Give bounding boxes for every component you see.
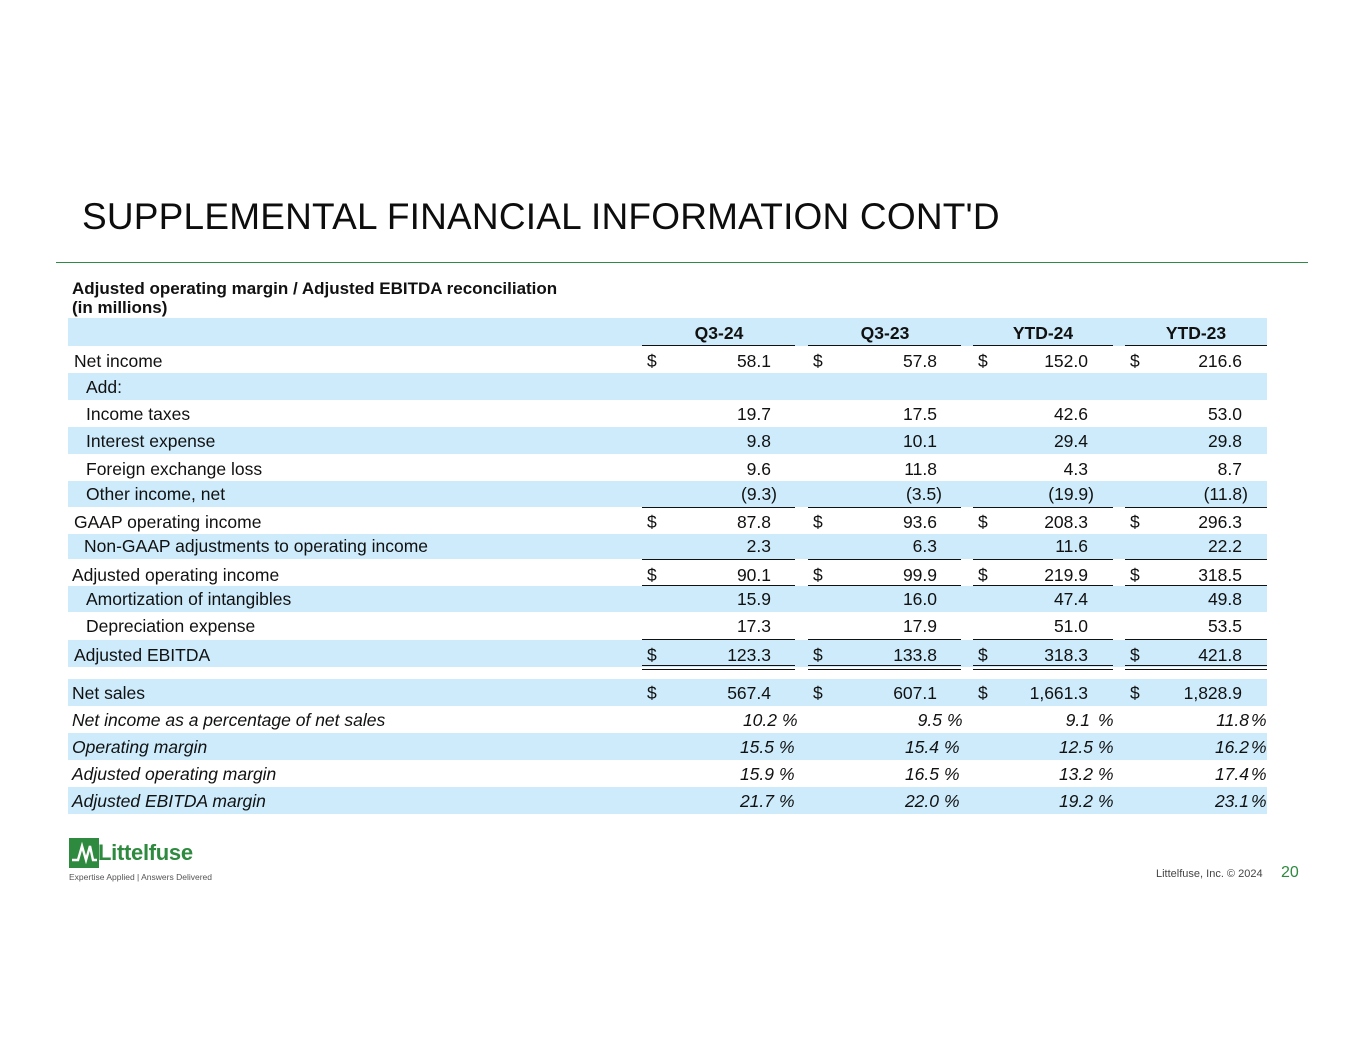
percent-sign: % [944, 764, 960, 784]
table-row [68, 733, 1267, 760]
table-row [68, 427, 1267, 454]
percent-sign: % [1251, 710, 1267, 730]
copyright-text: Littelfuse, Inc. © 2024 [1156, 868, 1263, 880]
percent-sign: % [782, 710, 798, 730]
logo-tagline: Expertise Applied | Answers Delivered [69, 872, 213, 882]
percent-sign: % [1098, 764, 1114, 784]
currency-sign: $ [813, 645, 823, 665]
value-q3-24: 9.6 [746, 459, 771, 479]
value-ytd-24: 47.4 [1053, 589, 1088, 609]
percent-sign: % [944, 737, 960, 757]
currency-sign: $ [978, 645, 988, 665]
value-q3-23: 133.8 [893, 645, 937, 665]
row-label: Adjusted EBITDA margin [72, 791, 266, 811]
percent-sign: % [1098, 710, 1114, 730]
percent-sign: % [1251, 737, 1267, 757]
table-row [68, 787, 1267, 814]
value-q3-23: 10.1 [902, 431, 937, 451]
value-ytd-23: 23.1 [1214, 791, 1249, 811]
percent-sign: % [1098, 737, 1114, 757]
currency-sign: $ [1130, 565, 1140, 585]
table-caption [72, 279, 628, 320]
col-header-q3-23: Q3-23 [860, 323, 910, 343]
value-ytd-24: 219.9 [1044, 565, 1088, 585]
value-q3-23: 11.8 [904, 459, 937, 479]
col-header-ytd-23: YTD-23 [1165, 323, 1227, 343]
value-q3-24: 21.7 [739, 791, 774, 811]
value-ytd-23: 53.5 [1207, 616, 1242, 636]
total-double-underline [1125, 665, 1267, 670]
value-ytd-23: 22.2 [1207, 536, 1242, 556]
row-label: Depreciation expense [86, 616, 256, 636]
value-ytd-23: 17.4 [1214, 764, 1249, 784]
value-ytd-24: 42.6 [1053, 404, 1088, 424]
value-ytd-23: 8.7 [1217, 459, 1242, 479]
value-q3-23: 57.8 [902, 351, 937, 371]
currency-sign: $ [1130, 351, 1140, 371]
value-q3-24: 15.9 [739, 764, 774, 784]
value-q3-24: 87.8 [736, 512, 771, 532]
value-ytd-24: 29.4 [1053, 431, 1088, 451]
total-double-underline [973, 665, 1113, 670]
table-row [68, 347, 1267, 373]
row-label: Net sales [72, 683, 145, 703]
value-q3-24: 123.3 [727, 645, 771, 665]
page-title: SUPPLEMENTAL FINANCIAL INFORMATION CONT'D [82, 196, 1000, 237]
value-ytd-23: 216.6 [1198, 351, 1242, 371]
value-q3-23: 9.5 [917, 710, 942, 730]
column-header-row [68, 318, 1267, 346]
header-underline [808, 345, 961, 346]
currency-sign: $ [978, 351, 988, 371]
row-label: Income taxes [86, 404, 191, 424]
row-label: Operating margin [72, 737, 208, 757]
row-label: Amortization of intangibles [86, 589, 292, 609]
value-q3-24: 15.5 [739, 737, 774, 757]
value-ytd-23: (11.8) [1203, 484, 1248, 504]
table-row [68, 454, 1267, 481]
percent-sign: % [1098, 791, 1114, 811]
table-row [68, 612, 1267, 639]
row-label: Other income, net [86, 484, 226, 504]
value-ytd-23: 1,828.9 [1183, 683, 1242, 703]
row-label: Adjusted operating income [72, 565, 280, 585]
value-q3-23: 22.0 [904, 791, 939, 811]
currency-sign: $ [1130, 645, 1140, 665]
value-ytd-24: 11.6 [1055, 536, 1088, 556]
value-q3-23: 16.0 [902, 589, 937, 609]
value-ytd-23: 11.8 [1216, 710, 1249, 730]
header-underline [1125, 345, 1267, 346]
value-ytd-24: 9.1 [1065, 710, 1090, 730]
table-row [68, 679, 1267, 706]
value-ytd-24: 19.2 [1058, 791, 1093, 811]
row-label: Adjusted EBITDA [74, 645, 211, 665]
caption-line-2: (in millions) [72, 298, 168, 317]
value-q3-24: 58.1 [736, 351, 771, 371]
row-label: Non-GAAP adjustments to operating income [84, 536, 429, 556]
value-ytd-23: 53.0 [1207, 404, 1242, 424]
total-double-underline [808, 665, 961, 670]
value-q3-23: 16.5 [904, 764, 939, 784]
currency-sign: $ [1130, 512, 1140, 532]
table-row [68, 706, 1267, 733]
value-q3-24: 90.1 [736, 565, 771, 585]
value-q3-23: 607.1 [893, 683, 937, 703]
page-number: 20 [1281, 864, 1299, 881]
value-q3-24: 17.3 [736, 616, 771, 636]
currency-sign: $ [978, 683, 988, 703]
value-ytd-24: 12.5 [1058, 737, 1093, 757]
currency-sign: $ [1130, 683, 1140, 703]
row-label: Net income as a percentage of net sales [72, 710, 386, 730]
col-header-q3-24: Q3-24 [694, 323, 744, 343]
percent-sign: % [1251, 764, 1267, 784]
value-ytd-23: 49.8 [1207, 589, 1242, 609]
value-q3-23: (3.5) [906, 484, 942, 504]
logo-mark-icon [69, 838, 99, 868]
col-header-ytd-24: YTD-24 [1012, 323, 1074, 343]
value-q3-23: 17.5 [902, 404, 937, 424]
percent-sign: % [779, 764, 795, 784]
value-ytd-23: 318.5 [1198, 565, 1242, 585]
currency-sign: $ [647, 683, 657, 703]
littelfuse-logo [68, 838, 218, 886]
table-row [68, 560, 1267, 586]
row-label: GAAP operating income [74, 512, 262, 532]
table-row [68, 373, 1267, 400]
value-ytd-24: 13.2 [1058, 764, 1093, 784]
value-ytd-24: 1,661.3 [1029, 683, 1088, 703]
caption-line-1: Adjusted operating margin / Adjusted EBITDA reconciliation [72, 279, 558, 298]
value-q3-23: 15.4 [904, 737, 939, 757]
currency-sign: $ [978, 565, 988, 585]
row-label: Adjusted operating margin [72, 764, 277, 784]
value-q3-24: 2.3 [746, 536, 771, 556]
percent-sign: % [779, 791, 795, 811]
total-double-underline [642, 665, 795, 670]
logo-wordmark: Littelfuse [98, 840, 193, 865]
row-label: Net income [74, 351, 163, 371]
table-row [68, 400, 1267, 427]
table-row [68, 640, 1267, 667]
currency-sign: $ [647, 565, 657, 585]
value-q3-24: 19.7 [736, 404, 771, 424]
value-q3-24: 567.4 [727, 683, 771, 703]
value-ytd-24: (19.9) [1048, 484, 1094, 504]
value-q3-24: 10.2 [742, 710, 777, 730]
value-ytd-23: 16.2 [1214, 737, 1249, 757]
currency-sign: $ [813, 683, 823, 703]
table-row [68, 481, 1267, 507]
value-q3-23: 6.3 [912, 536, 937, 556]
header-underline [973, 345, 1113, 346]
value-ytd-23: 421.8 [1198, 645, 1242, 665]
percent-sign: % [779, 737, 795, 757]
value-q3-24: 9.8 [746, 431, 771, 451]
currency-sign: $ [647, 351, 657, 371]
table-row [68, 760, 1267, 787]
row-label: Interest expense [86, 431, 216, 451]
value-ytd-24: 51.0 [1053, 616, 1088, 636]
table-row [68, 586, 1267, 612]
row-label: Foreign exchange loss [86, 459, 263, 479]
row-label: Add: [86, 377, 122, 397]
percent-sign: % [944, 791, 960, 811]
value-ytd-24: 152.0 [1044, 351, 1088, 371]
value-q3-23: 93.6 [902, 512, 937, 532]
currency-sign: $ [647, 645, 657, 665]
value-q3-24: 15.9 [736, 589, 771, 609]
value-ytd-24: 318.3 [1044, 645, 1088, 665]
table-row [68, 534, 1267, 559]
currency-sign: $ [978, 512, 988, 532]
currency-sign: $ [813, 351, 823, 371]
currency-sign: $ [813, 512, 823, 532]
currency-sign: $ [647, 512, 657, 532]
value-ytd-23: 29.8 [1207, 431, 1242, 451]
value-q3-24: (9.3) [741, 484, 777, 504]
value-q3-23: 17.9 [902, 616, 937, 636]
value-ytd-24: 4.3 [1063, 459, 1088, 479]
currency-sign: $ [813, 565, 823, 585]
value-q3-23: 99.9 [902, 565, 937, 585]
header-underline [642, 345, 795, 346]
table-row [68, 508, 1267, 534]
value-ytd-23: 296.3 [1198, 512, 1242, 532]
percent-sign: % [1251, 791, 1267, 811]
title-divider [56, 262, 1308, 263]
value-ytd-24: 208.3 [1044, 512, 1088, 532]
percent-sign: % [947, 710, 963, 730]
